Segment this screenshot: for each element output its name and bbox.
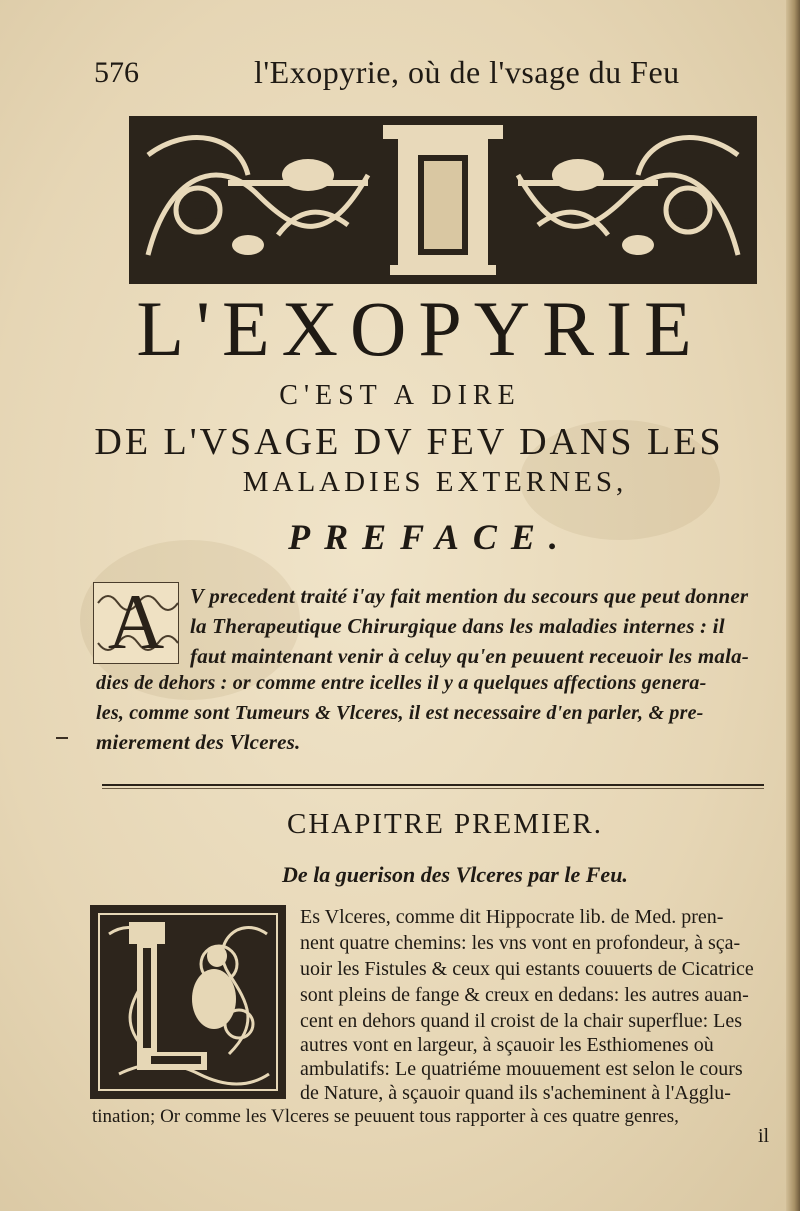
- historiated-initial-icon: [89, 904, 287, 1100]
- page-number: 576: [94, 56, 139, 89]
- chapter-line: de Nature, à sçauoir quand ils s'acheminent à l'Agglu-: [300, 1082, 731, 1104]
- preface-line: faut maintenant venir à celuy qu'en peuuent receuoir les mala-: [190, 644, 749, 668]
- preface-line: mierement des Vlceres.: [96, 730, 301, 754]
- preface-line: la Therapeutique Chirurgique dans les maladies internes : il: [190, 614, 725, 638]
- title-line-2: DE L'VSAGE DV FEV DANS LES: [94, 421, 724, 463]
- catchword: il: [758, 1125, 770, 1147]
- chapter-line: ambulatifs: Le quatriéme mouuement est selon le cours: [300, 1058, 743, 1080]
- chapter-line: cent en dehors quand il croist de la chair superflue: Les: [300, 1010, 743, 1032]
- title-line-1: C'EST A DIRE: [279, 380, 521, 411]
- chapter-title: CHAPITRE PREMIER.: [287, 808, 603, 840]
- preface-line: V precedent traité i'ay fait mention du secours que peut donner: [190, 584, 749, 608]
- chapter-line: tination; Or comme les Vlceres se peuuent tous rapporter à ces quatre genres,: [92, 1106, 679, 1127]
- chapter-line: nent quatre chemins: les vns vont en profondeur, à sça-: [300, 932, 741, 954]
- margin-mark: [56, 737, 68, 739]
- chapter-line: autres vont en largeur, à sçauoir les Esthiomenes où: [300, 1034, 714, 1056]
- chapter-line: uoir les Fistules & ceux qui estants couuerts de Cicatrice: [300, 958, 754, 980]
- running-title: l'Exopyrie, où de l'vsage du Feu: [254, 54, 680, 90]
- chapter-line: Es Vlceres, comme dit Hippocrate lib. de Med. pren-: [300, 906, 724, 928]
- ornamental-headpiece: [128, 115, 758, 285]
- preface-heading: PREFACE.: [288, 517, 572, 557]
- main-title: L'EXOPYRIE: [136, 285, 704, 372]
- chapter-subtitle: De la guerison des Vlceres par le Feu.: [282, 862, 628, 887]
- running-head: [94, 50, 734, 94]
- initial-letter-text: A: [107, 578, 165, 665]
- book-spine-edge: [786, 0, 800, 1211]
- preface-initial-letter: [93, 578, 179, 665]
- title-line-3: MALADIES EXTERNES,: [242, 466, 628, 498]
- preface-line: les, comme sont Tumeurs & Vlceres, il est necessaire d'en parler, & pre-: [96, 702, 704, 724]
- section-rule: [102, 784, 764, 786]
- preface-line: dies de dehors : or comme entre icelles il y a quelques affections genera-: [96, 672, 707, 694]
- chapter-line: sont pleins de fange & creux en dedans: les autres auan-: [300, 984, 749, 1006]
- section-rule-thin: [102, 788, 764, 789]
